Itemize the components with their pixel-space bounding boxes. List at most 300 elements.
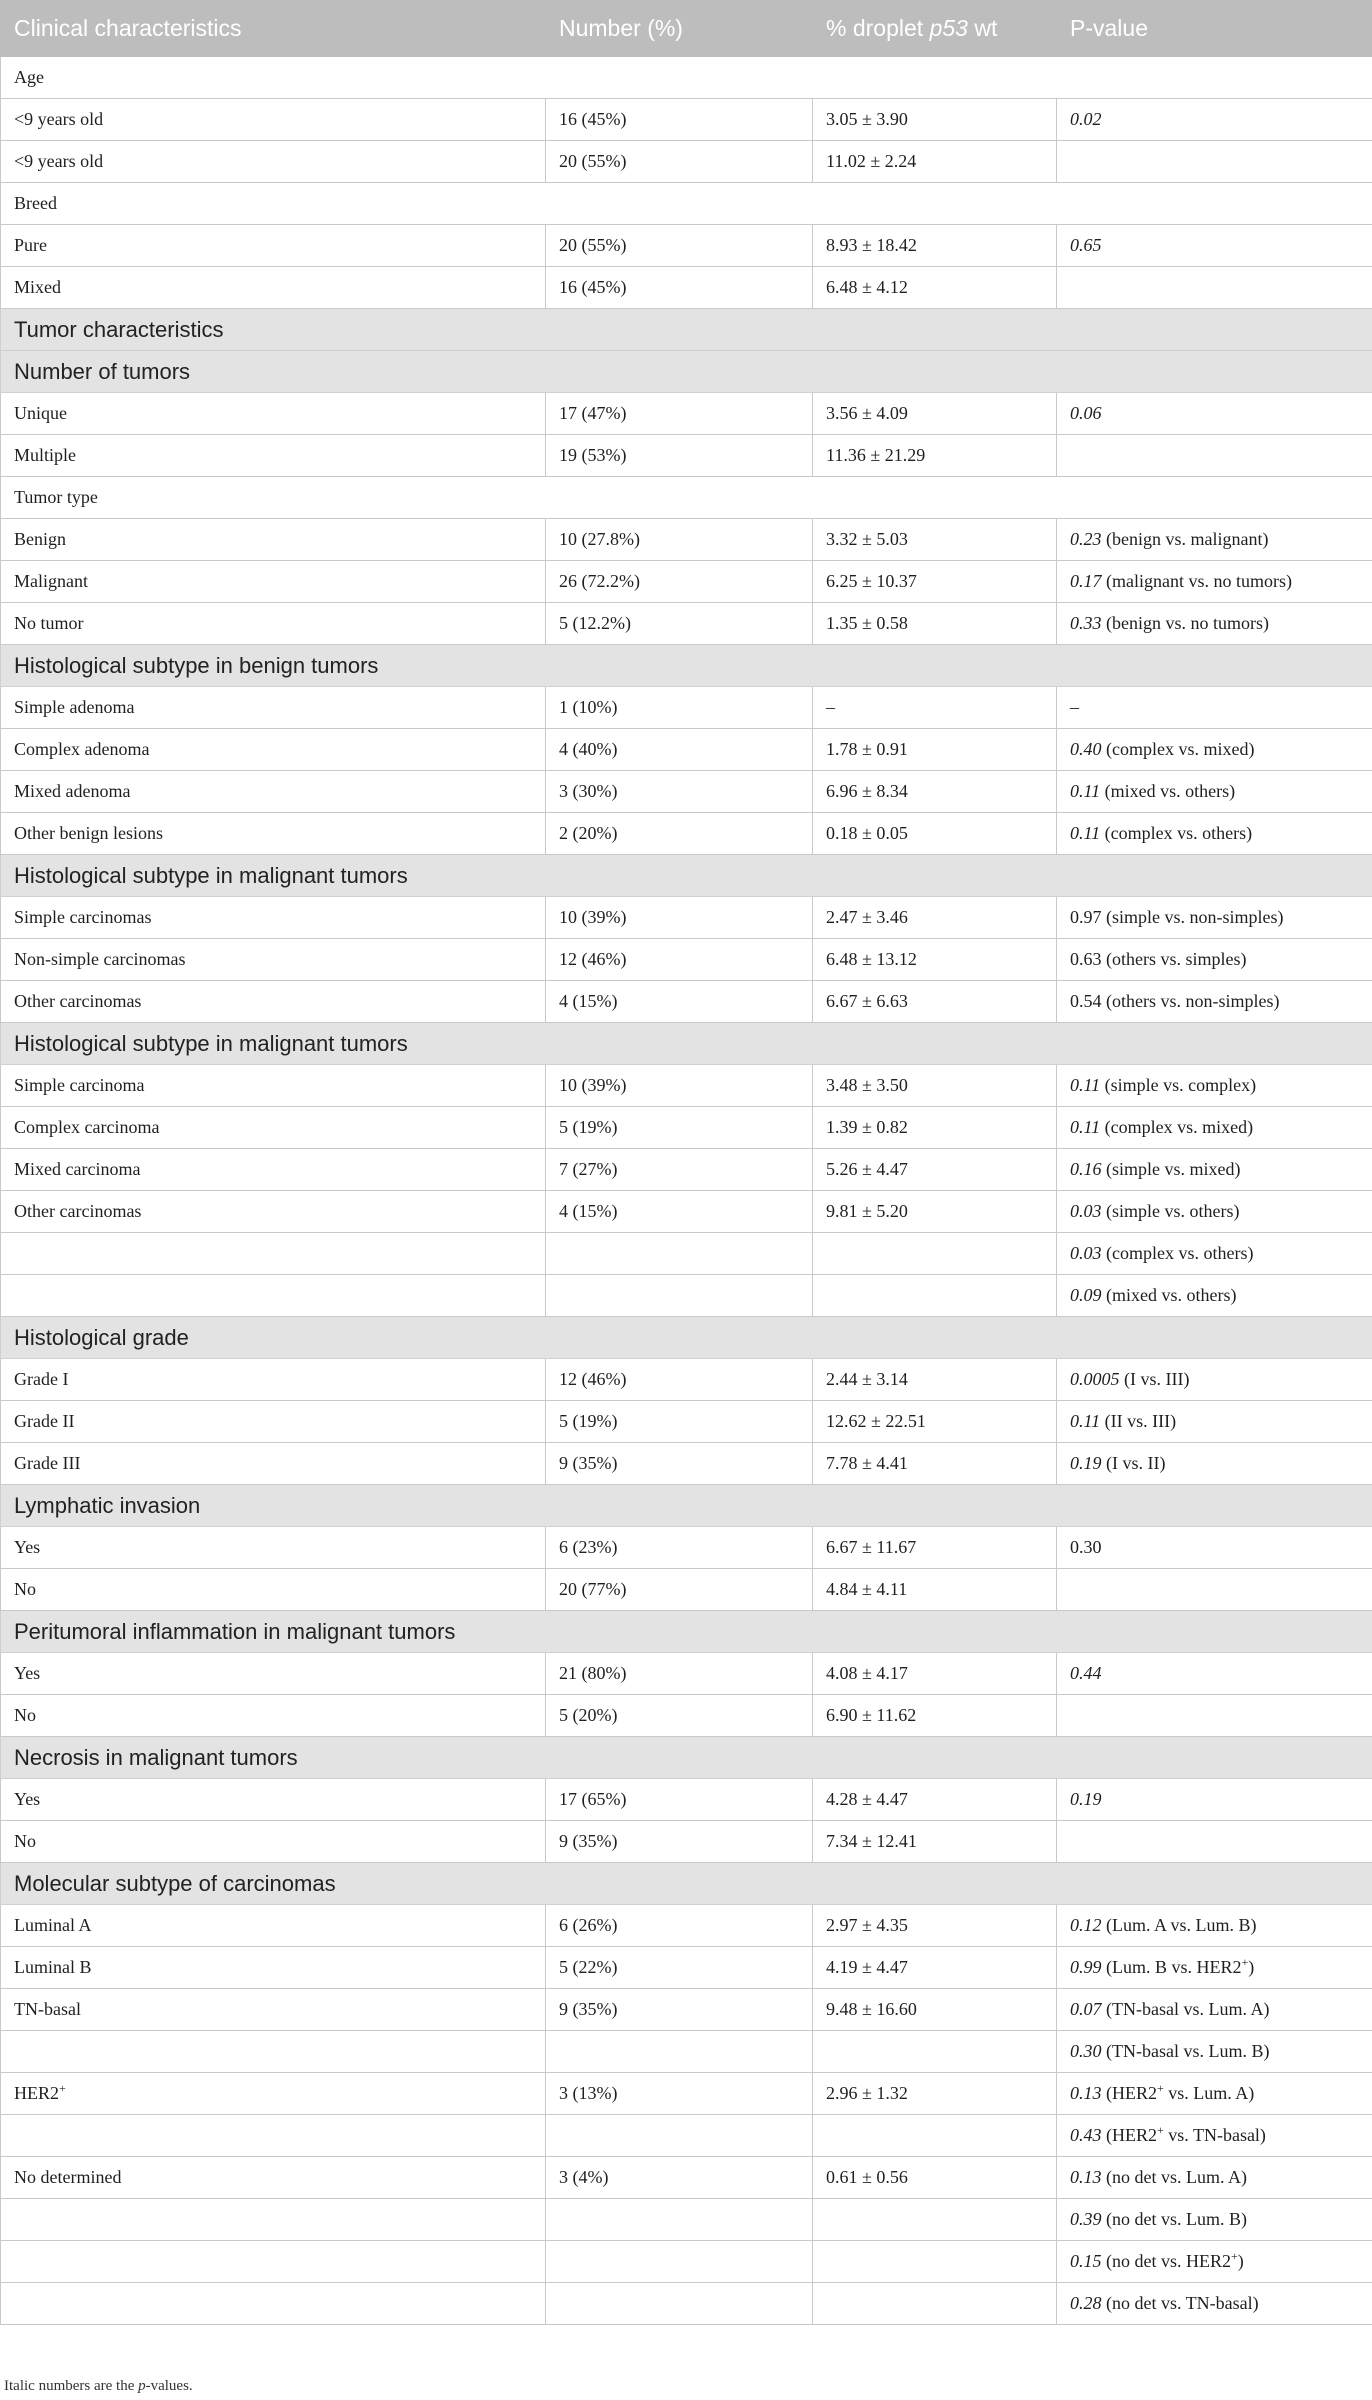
- p-value-cell: [1057, 1401, 1372, 1443]
- characteristic-cell: [1, 2115, 546, 2157]
- p-value-comparison: (no det vs. HER2+): [1101, 2249, 1244, 2271]
- p-value-cell: [1057, 1569, 1372, 1611]
- section-title: Histological subtype in malignant tumors: [1, 1023, 1372, 1065]
- characteristic-cell: [1, 2283, 546, 2325]
- p-value-cell: [1057, 2283, 1372, 2325]
- table-row: [1, 981, 1372, 1023]
- p-value: 0.54: [1070, 991, 1102, 1011]
- p-value-comparison: (TN-basal vs. Lum. B): [1101, 2041, 1270, 2061]
- table-row: [1, 1905, 1372, 1947]
- p-value-comparison: (HER2+ vs. Lum. A): [1101, 2081, 1255, 2103]
- table-row: [1, 2031, 1372, 2073]
- p-value-cell: [1057, 1821, 1372, 1863]
- p-value: 0.19: [1070, 1453, 1102, 1473]
- p-value-comparison: (simple vs. others): [1101, 1201, 1240, 1221]
- number-cell: 10 (39%): [546, 897, 813, 939]
- p-value-comparison: (HER2+ vs. TN-basal): [1101, 2123, 1266, 2145]
- section-title: Necrosis in malignant tumors: [1, 1737, 1372, 1779]
- number-cell: [546, 1233, 813, 1275]
- p-value-cell: [1057, 1779, 1372, 1821]
- characteristic-cell: [1, 1275, 546, 1317]
- characteristic-cell: Benign: [1, 519, 546, 561]
- table-row: [1, 1359, 1372, 1401]
- characteristic-cell: Complex carcinoma: [1, 1107, 546, 1149]
- number-cell: 5 (19%): [546, 1401, 813, 1443]
- p-value: 0.12: [1070, 1915, 1102, 1935]
- characteristic-cell: Mixed carcinoma: [1, 1149, 546, 1191]
- droplet-cell: 8.93 ± 18.42: [813, 225, 1057, 267]
- characteristic-cell: [1, 1233, 546, 1275]
- table-row: [1, 1989, 1372, 2031]
- table-row: [1, 1149, 1372, 1191]
- droplet-cell: 3.56 ± 4.09: [813, 393, 1057, 435]
- section-header-row: [1, 351, 1372, 393]
- characteristic-cell: Yes: [1, 1779, 546, 1821]
- characteristic-cell: Simple carcinomas: [1, 897, 546, 939]
- droplet-cell: 7.78 ± 4.41: [813, 1443, 1057, 1485]
- table-row: [1, 1443, 1372, 1485]
- characteristic-cell: <9 years old: [1, 99, 546, 141]
- p-value: 0.11: [1070, 1075, 1101, 1095]
- number-cell: 20 (55%): [546, 141, 813, 183]
- characteristic-cell: Grade I: [1, 1359, 546, 1401]
- section-header-row: [1, 309, 1372, 351]
- droplet-cell: 9.81 ± 5.20: [813, 1191, 1057, 1233]
- number-cell: 3 (30%): [546, 771, 813, 813]
- table-row: [1, 99, 1372, 141]
- droplet-cell: 1.35 ± 0.58: [813, 603, 1057, 645]
- p-value: 0.28: [1070, 2293, 1102, 2313]
- table-row: [1, 519, 1372, 561]
- droplet-cell: [813, 2283, 1057, 2325]
- p-value-comparison: (complex vs. mixed): [1101, 739, 1255, 759]
- p-value-cell: [1057, 435, 1372, 477]
- p-value-cell: [1057, 1527, 1372, 1569]
- table-row: [1, 813, 1372, 855]
- p-value-comparison: (others vs. simples): [1101, 949, 1247, 969]
- p-value-comparison: (II vs. III): [1100, 1411, 1177, 1431]
- table-row: [1, 561, 1372, 603]
- characteristic-cell: Simple carcinoma: [1, 1065, 546, 1107]
- droplet-cell: 11.36 ± 21.29: [813, 435, 1057, 477]
- droplet-cell: [813, 2199, 1057, 2241]
- droplet-cell: 7.34 ± 12.41: [813, 1821, 1057, 1863]
- p-value-comparison: (Lum. B vs. HER2+): [1101, 1955, 1255, 1977]
- table-row: [1, 2073, 1372, 2115]
- p-value-cell: [1057, 99, 1372, 141]
- footnote-post: -values.: [145, 2378, 193, 2394]
- droplet-cell: [813, 2115, 1057, 2157]
- p-value: 0.11: [1070, 1411, 1101, 1431]
- table-row: [1, 729, 1372, 771]
- section-title: Lymphatic invasion: [1, 1485, 1372, 1527]
- section-title: Histological subtype in malignant tumors: [1, 855, 1372, 897]
- p-value: 0.19: [1070, 1789, 1102, 1809]
- p-value-cell: [1057, 2073, 1372, 2115]
- characteristic-cell: Mixed adenoma: [1, 771, 546, 813]
- characteristic-cell: [1, 2031, 546, 2073]
- characteristic-cell: Other benign lesions: [1, 813, 546, 855]
- droplet-cell: 4.28 ± 4.47: [813, 1779, 1057, 1821]
- p-value: 0.39: [1070, 2209, 1102, 2229]
- table-row: [1, 1947, 1372, 1989]
- table-row: [1, 225, 1372, 267]
- number-cell: [546, 2031, 813, 2073]
- droplet-cell: 0.61 ± 0.56: [813, 2157, 1057, 2199]
- p-value-cell: [1057, 1653, 1372, 1695]
- characteristic-cell: Non-simple carcinomas: [1, 939, 546, 981]
- p-value-cell: [1057, 687, 1372, 729]
- droplet-cell: [813, 1233, 1057, 1275]
- p-value: 0.43: [1070, 2125, 1102, 2145]
- characteristic-cell: Luminal A: [1, 1905, 546, 1947]
- table-header-row: [1, 1, 1372, 57]
- characteristic-cell: No determined: [1, 2157, 546, 2199]
- group-label: Tumor type: [1, 477, 1372, 519]
- characteristic-cell: TN-basal: [1, 1989, 546, 2031]
- droplet-cell: 4.19 ± 4.47: [813, 1947, 1057, 1989]
- table-row: [1, 2157, 1372, 2199]
- number-cell: 9 (35%): [546, 1821, 813, 1863]
- characteristic-cell: No: [1, 1821, 546, 1863]
- p-value: 0.13: [1070, 2167, 1102, 2187]
- number-cell: 10 (39%): [546, 1065, 813, 1107]
- p-value: 0.17: [1070, 571, 1102, 591]
- number-cell: 16 (45%): [546, 99, 813, 141]
- table-row: [1, 1569, 1372, 1611]
- section-header-row: [1, 1317, 1372, 1359]
- table-row: [1, 939, 1372, 981]
- header-p-value: P-value: [1057, 1, 1372, 57]
- table-row: [1, 1191, 1372, 1233]
- number-cell: 1 (10%): [546, 687, 813, 729]
- number-cell: 3 (13%): [546, 2073, 813, 2115]
- group-label-row: [1, 477, 1372, 519]
- p-value-cell: [1057, 939, 1372, 981]
- p-value: 0.15: [1070, 2251, 1102, 2271]
- droplet-cell: –: [813, 687, 1057, 729]
- number-cell: 20 (55%): [546, 225, 813, 267]
- characteristic-cell: Yes: [1, 1527, 546, 1569]
- droplet-cell: 1.78 ± 0.91: [813, 729, 1057, 771]
- p-value-cell: [1057, 1065, 1372, 1107]
- header-droplet-gene: p53: [929, 15, 968, 41]
- header-droplet-pre: % droplet: [826, 15, 930, 41]
- p-value-comparison: (malignant vs. no tumors): [1101, 571, 1292, 591]
- p-value-comparison: (complex vs. others): [1101, 1243, 1254, 1263]
- table-row: [1, 1527, 1372, 1569]
- p-value: 0.02: [1070, 109, 1102, 129]
- table-row: [1, 2199, 1372, 2241]
- p-value-cell: [1057, 813, 1372, 855]
- footnote-p: p: [138, 2378, 146, 2394]
- droplet-cell: 1.39 ± 0.82: [813, 1107, 1057, 1149]
- number-cell: 4 (15%): [546, 1191, 813, 1233]
- p-value: 0.23: [1070, 529, 1102, 549]
- section-title: Histological grade: [1, 1317, 1372, 1359]
- table-row: [1, 1401, 1372, 1443]
- p-value-cell: [1057, 561, 1372, 603]
- table-row: [1, 1107, 1372, 1149]
- droplet-cell: 6.48 ± 13.12: [813, 939, 1057, 981]
- p-value-cell: [1057, 981, 1372, 1023]
- number-cell: 2 (20%): [546, 813, 813, 855]
- table-row: [1, 687, 1372, 729]
- number-cell: 7 (27%): [546, 1149, 813, 1191]
- p-value: 0.0005: [1070, 1369, 1120, 1389]
- p-value-cell: [1057, 729, 1372, 771]
- p-value-comparison: (others vs. non-simples): [1101, 991, 1280, 1011]
- table-row: [1, 1779, 1372, 1821]
- characteristic-cell: Yes: [1, 1653, 546, 1695]
- number-cell: 5 (20%): [546, 1695, 813, 1737]
- droplet-cell: 9.48 ± 16.60: [813, 1989, 1057, 2031]
- section-header-row: [1, 1023, 1372, 1065]
- characteristic-cell: No: [1, 1695, 546, 1737]
- table-row: [1, 2283, 1372, 2325]
- p-value: 0.63: [1070, 949, 1102, 969]
- droplet-cell: 2.44 ± 3.14: [813, 1359, 1057, 1401]
- characteristic-cell: Luminal B: [1, 1947, 546, 1989]
- droplet-cell: 5.26 ± 4.47: [813, 1149, 1057, 1191]
- table-row: [1, 1275, 1372, 1317]
- p-value-comparison: (benign vs. malignant): [1101, 529, 1269, 549]
- p-value-comparison: (complex vs. mixed): [1100, 1117, 1254, 1137]
- table-row: [1, 1065, 1372, 1107]
- table-row: [1, 267, 1372, 309]
- section-header-row: [1, 1485, 1372, 1527]
- characteristic-cell: [1, 2241, 546, 2283]
- characteristic-cell: Other carcinomas: [1, 1191, 546, 1233]
- p-value: 0.11: [1070, 781, 1101, 801]
- p-value: 0.13: [1070, 2083, 1102, 2103]
- section-title: Number of tumors: [1, 351, 1372, 393]
- characteristic-cell: Malignant: [1, 561, 546, 603]
- p-value-cell: [1057, 519, 1372, 561]
- p-value: 0.06: [1070, 403, 1102, 423]
- number-cell: 10 (27.8%): [546, 519, 813, 561]
- header-clinical-characteristics: Clinical characteristics: [1, 1, 546, 57]
- characteristic-cell: Simple adenoma: [1, 687, 546, 729]
- group-label-row: [1, 57, 1372, 99]
- number-cell: 12 (46%): [546, 939, 813, 981]
- p-value: 0.09: [1070, 1285, 1102, 1305]
- droplet-cell: 6.90 ± 11.62: [813, 1695, 1057, 1737]
- table-row: [1, 1821, 1372, 1863]
- p-value-comparison: (TN-basal vs. Lum. A): [1101, 1999, 1270, 2019]
- characteristic-cell: Grade II: [1, 1401, 546, 1443]
- number-cell: 4 (40%): [546, 729, 813, 771]
- p-value-comparison: (no det vs. Lum. B): [1101, 2209, 1247, 2229]
- p-value: 0.30: [1070, 1537, 1102, 1557]
- header-number-percent: Number (%): [546, 1, 813, 57]
- table-row: [1, 1695, 1372, 1737]
- characteristic-cell: No: [1, 1569, 546, 1611]
- p-value-cell: [1057, 1359, 1372, 1401]
- section-header-row: [1, 1737, 1372, 1779]
- p-value-cell: [1057, 225, 1372, 267]
- p-value-comparison: (I vs. III): [1119, 1369, 1190, 1389]
- droplet-cell: 2.96 ± 1.32: [813, 2073, 1057, 2115]
- number-cell: 17 (65%): [546, 1779, 813, 1821]
- droplet-cell: 0.18 ± 0.05: [813, 813, 1057, 855]
- table-footnote: [4, 2378, 193, 2395]
- number-cell: [546, 1275, 813, 1317]
- p-value-cell: [1057, 897, 1372, 939]
- p-value: 0.97: [1070, 907, 1102, 927]
- droplet-cell: 3.05 ± 3.90: [813, 99, 1057, 141]
- characteristic-cell: No tumor: [1, 603, 546, 645]
- p-value-comparison: (simple vs. mixed): [1101, 1159, 1241, 1179]
- p-value-cell: [1057, 771, 1372, 813]
- table-row: [1, 897, 1372, 939]
- table-row: [1, 603, 1372, 645]
- number-cell: 5 (22%): [546, 1947, 813, 1989]
- p-value-comparison: (I vs. II): [1101, 1453, 1166, 1473]
- number-cell: 20 (77%): [546, 1569, 813, 1611]
- section-title: Tumor characteristics: [1, 309, 1372, 351]
- droplet-cell: 6.96 ± 8.34: [813, 771, 1057, 813]
- characteristic-cell: Grade III: [1, 1443, 546, 1485]
- p-value-cell: [1057, 1905, 1372, 1947]
- p-value-cell: [1057, 1989, 1372, 2031]
- p-value-cell: [1057, 2031, 1372, 2073]
- p-value-comparison: (simple vs. non-simples): [1101, 907, 1284, 927]
- p-value: 0.99: [1070, 1957, 1102, 1977]
- table-row: [1, 1233, 1372, 1275]
- group-label: Age: [1, 57, 1372, 99]
- p-value: 0.65: [1070, 235, 1102, 255]
- number-cell: 5 (19%): [546, 1107, 813, 1149]
- p-value-cell: [1057, 1191, 1372, 1233]
- characteristic-cell: <9 years old: [1, 141, 546, 183]
- number-cell: 9 (35%): [546, 1989, 813, 2031]
- p-value: 0.33: [1070, 613, 1102, 633]
- table-row: [1, 771, 1372, 813]
- droplet-cell: [813, 2031, 1057, 2073]
- droplet-cell: 6.25 ± 10.37: [813, 561, 1057, 603]
- droplet-cell: 2.97 ± 4.35: [813, 1905, 1057, 1947]
- droplet-cell: [813, 1275, 1057, 1317]
- p-value: 0.07: [1070, 1999, 1102, 2019]
- droplet-cell: 4.84 ± 4.11: [813, 1569, 1057, 1611]
- p-value-cell: [1057, 1233, 1372, 1275]
- droplet-cell: 3.48 ± 3.50: [813, 1065, 1057, 1107]
- number-cell: [546, 2199, 813, 2241]
- p-value-comparison: (Lum. A vs. Lum. B): [1101, 1915, 1257, 1935]
- number-cell: [546, 2241, 813, 2283]
- characteristic-cell: Unique: [1, 393, 546, 435]
- p-value: 0.44: [1070, 1663, 1102, 1683]
- section-title: Molecular subtype of carcinomas: [1, 1863, 1372, 1905]
- p-value-cell: [1057, 141, 1372, 183]
- p-value-comparison: (mixed vs. others): [1100, 781, 1236, 801]
- number-cell: 17 (47%): [546, 393, 813, 435]
- droplet-cell: 6.67 ± 11.67: [813, 1527, 1057, 1569]
- p-value-cell: [1057, 1107, 1372, 1149]
- number-cell: 26 (72.2%): [546, 561, 813, 603]
- p-value: 0.11: [1070, 1117, 1101, 1137]
- p-value: 0.03: [1070, 1243, 1102, 1263]
- number-cell: 6 (23%): [546, 1527, 813, 1569]
- section-header-row: [1, 855, 1372, 897]
- table-body: [1, 57, 1372, 2325]
- p-value-comparison: (no det vs. Lum. A): [1101, 2167, 1247, 2187]
- table-row: [1, 141, 1372, 183]
- p-value-cell: [1057, 267, 1372, 309]
- p-value-cell: [1057, 1443, 1372, 1485]
- number-cell: 12 (46%): [546, 1359, 813, 1401]
- number-cell: 16 (45%): [546, 267, 813, 309]
- group-label: Breed: [1, 183, 1372, 225]
- p-value-comparison: (benign vs. no tumors): [1101, 613, 1269, 633]
- characteristic-cell: Complex adenoma: [1, 729, 546, 771]
- group-label-row: [1, 183, 1372, 225]
- p-value-cell: [1057, 603, 1372, 645]
- section-title: Peritumoral inflammation in malignant tumors: [1, 1611, 1372, 1653]
- droplet-cell: 12.62 ± 22.51: [813, 1401, 1057, 1443]
- footnote-pre: Italic numbers are the: [4, 2378, 139, 2394]
- table-row: [1, 1653, 1372, 1695]
- p-value-cell: [1057, 2241, 1372, 2283]
- table-row: [1, 393, 1372, 435]
- p-value: –: [1070, 697, 1079, 717]
- section-header-row: [1, 1611, 1372, 1653]
- p-value-comparison: (mixed vs. others): [1101, 1285, 1237, 1305]
- number-cell: 5 (12.2%): [546, 603, 813, 645]
- number-cell: [546, 2283, 813, 2325]
- characteristic-cell: Other carcinomas: [1, 981, 546, 1023]
- droplet-cell: 6.48 ± 4.12: [813, 267, 1057, 309]
- p-value-cell: [1057, 2157, 1372, 2199]
- characteristic-cell: HER2+: [1, 2073, 546, 2115]
- number-cell: [546, 2115, 813, 2157]
- section-header-row: [1, 645, 1372, 687]
- p-value: 0.11: [1070, 823, 1101, 843]
- table-row: [1, 2115, 1372, 2157]
- p-value: 0.40: [1070, 739, 1102, 759]
- table-row: [1, 2241, 1372, 2283]
- p-value: 0.03: [1070, 1201, 1102, 1221]
- p-value-comparison: (complex vs. others): [1100, 823, 1253, 843]
- number-cell: 19 (53%): [546, 435, 813, 477]
- characteristic-cell: Pure: [1, 225, 546, 267]
- p-value-comparison: (simple vs. complex): [1100, 1075, 1257, 1095]
- number-cell: 21 (80%): [546, 1653, 813, 1695]
- droplet-cell: 3.32 ± 5.03: [813, 519, 1057, 561]
- table-row: [1, 435, 1372, 477]
- droplet-cell: 4.08 ± 4.17: [813, 1653, 1057, 1695]
- droplet-cell: 6.67 ± 6.63: [813, 981, 1057, 1023]
- number-cell: 4 (15%): [546, 981, 813, 1023]
- characteristic-cell: Multiple: [1, 435, 546, 477]
- p-value-cell: [1057, 1149, 1372, 1191]
- section-header-row: [1, 1863, 1372, 1905]
- p-value-cell: [1057, 1275, 1372, 1317]
- number-cell: 6 (26%): [546, 1905, 813, 1947]
- section-title: Histological subtype in benign tumors: [1, 645, 1372, 687]
- droplet-cell: [813, 2241, 1057, 2283]
- p-value-cell: [1057, 2115, 1372, 2157]
- number-cell: 3 (4%): [546, 2157, 813, 2199]
- droplet-cell: 11.02 ± 2.24: [813, 141, 1057, 183]
- p-value-cell: [1057, 2199, 1372, 2241]
- p-value-cell: [1057, 1947, 1372, 1989]
- number-cell: 9 (35%): [546, 1443, 813, 1485]
- p-value: 0.16: [1070, 1159, 1102, 1179]
- characteristic-cell: Mixed: [1, 267, 546, 309]
- p-value-cell: [1057, 1695, 1372, 1737]
